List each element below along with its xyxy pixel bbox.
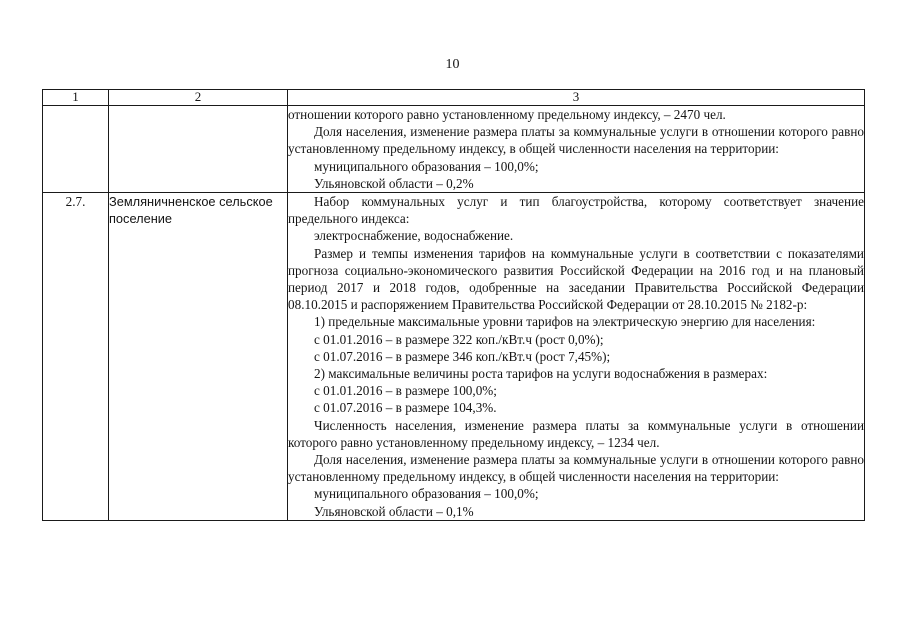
description-paragraph: Размер и темпы изменения тарифов на коммунальные услуги в соответствии с показателями прогноза социально-экономического развития Российской Федерации на 2016 год и на плановый период 2017 и 2018 годов, одобренные на заседании Правительства Российской Федерации 08.10.2015 и распоряжением Правительства Российской Федерации от 28.10.2015 № 2182-р: bbox=[288, 245, 864, 313]
description-paragraph: с 01.01.2016 – в размере 322 коп./кВт.ч (рост 0,0%); bbox=[314, 331, 604, 347]
description-paragraph: с 01.07.2016 – в размере 346 коп./кВт.ч (рост 7,45%); bbox=[314, 348, 611, 364]
description-paragraph: 2) максимальные величины роста тарифов на услуги водоснабжения в размерах: bbox=[314, 366, 768, 382]
row-number-cell: 2.7. bbox=[43, 193, 109, 521]
description-paragraph: 1) предельные максимальные уровни тарифов на электрическую энергию для населения: bbox=[314, 314, 816, 330]
settlement-name-cell: Земляничненское сельское поселение bbox=[109, 193, 288, 521]
description-cell bbox=[288, 193, 865, 521]
table-row bbox=[43, 106, 865, 193]
column-header-3: 3 bbox=[288, 90, 865, 106]
page-number: 10 bbox=[445, 57, 460, 72]
table-row bbox=[43, 193, 865, 521]
column-header-1: 1 bbox=[43, 90, 109, 106]
description-paragraph: Ульяновской области – 0,1% bbox=[314, 503, 474, 519]
description-paragraph: муниципального образования – 100,0%; bbox=[314, 158, 539, 174]
description-paragraph: Доля населения, изменение размера платы за коммунальные услуги в отношении которого равно установленному предельному индексу, в общей численности населения на территории: bbox=[288, 452, 864, 485]
description-paragraph: муниципального образования – 100,0%; bbox=[314, 486, 539, 502]
document-table bbox=[42, 89, 865, 521]
description-paragraph: отношении которого равно установленному предельному индексу, – 2470 чел. bbox=[288, 107, 726, 122]
description-paragraph: с 01.07.2016 – в размере 104,3%. bbox=[314, 400, 497, 416]
column-header-2: 2 bbox=[109, 90, 288, 106]
table-header-row bbox=[43, 90, 865, 106]
description-cell bbox=[288, 106, 865, 193]
row-number-cell bbox=[43, 106, 109, 193]
description-paragraph: Численность населения, изменение размера платы за коммунальные услуги в отношении которого равно установленному предельному индексу, – 1234 чел. bbox=[288, 417, 864, 450]
description-paragraph: Ульяновской области – 0,2% bbox=[314, 175, 474, 191]
description-paragraph: Доля населения, изменение размера платы за коммунальные услуги в отношении которого равно установленному предельному индексу, в общей численности населения на территории: bbox=[288, 124, 864, 157]
settlement-name-cell bbox=[109, 106, 288, 193]
description-paragraph: с 01.01.2016 – в размере 100,0%; bbox=[314, 383, 497, 399]
description-paragraph: электроснабжение, водоснабжение. bbox=[314, 228, 514, 244]
description-paragraph: Набор коммунальных услуг и тип благоустройства, которому соответствует значение предельного индекса: bbox=[288, 194, 864, 227]
